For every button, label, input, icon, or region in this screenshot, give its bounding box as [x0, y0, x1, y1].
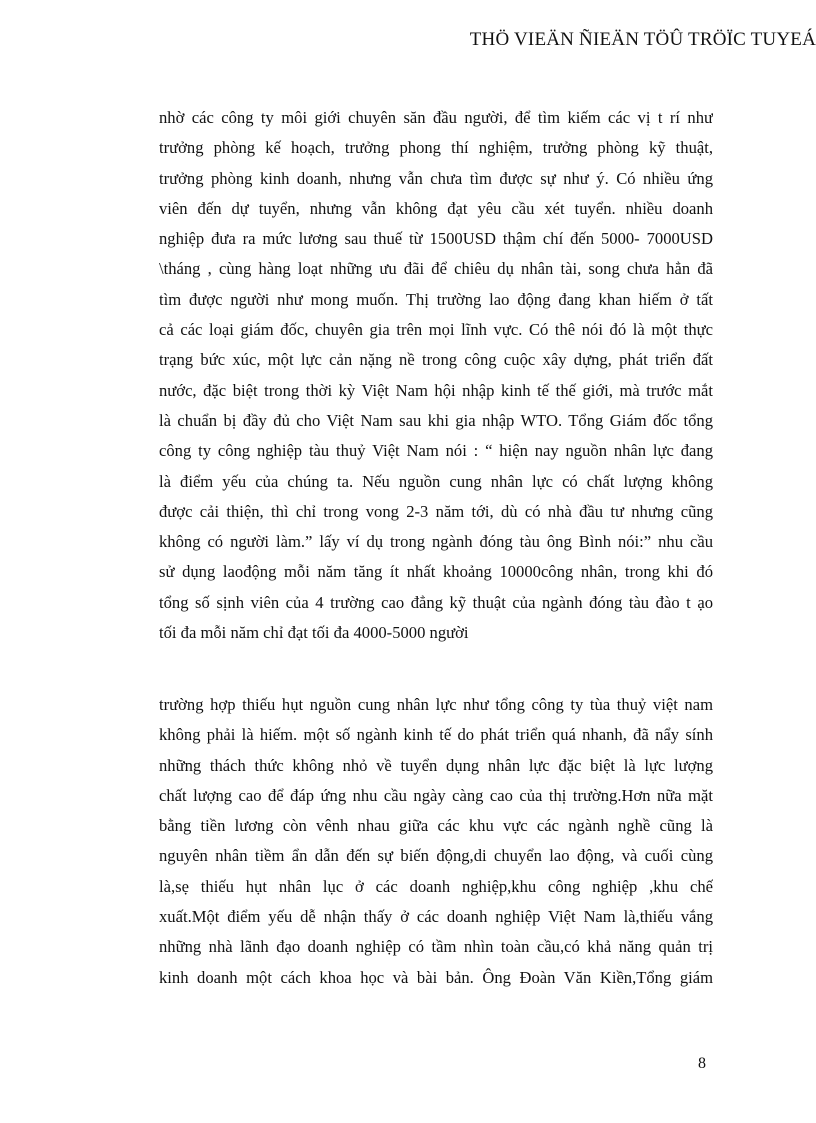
text-line: tối đa mỗi năm chỉ đạt tối đa 4000-5000 người — [159, 623, 469, 643]
text-line: là điểm yếu của chúng ta. Nếu nguồn cung nhân lực có chất lượng không — [159, 471, 713, 491]
text-line: kinh doanh một cách khoa học và bài bản. Ông Đoàn Văn Kiền,Tổng giám — [159, 967, 713, 987]
body-paragraph-2 — [159, 690, 713, 993]
text-line: những thách thức không nhỏ về tuyển dụng nhân lực đặc biệt là lực lượng — [159, 755, 713, 775]
body-paragraph-1 — [159, 103, 713, 648]
text-line: trường hợp thiếu hụt nguồn cung nhân lực như tổng công ty tùa thuỷ việt nam — [159, 695, 713, 714]
text-line: không có người làm.” lấy ví dụ trong ngành đóng tàu ông Bình nói:” nhu cầu — [159, 532, 713, 552]
text-line: nguyên nhân tiềm ẩn dẫn đến sự biến động,di chuyển lao động, và cuối cùng — [159, 846, 713, 866]
text-line: không phải là hiếm. một số ngành kinh tế do phát triển quá nhanh, đã nẩy sính — [159, 725, 713, 745]
running-header: THÖ VIEÄN ÑIEÄN TÖÛ TRÖÏC TUYEÁ — [469, 29, 816, 50]
text-line: những nhà lãnh đạo doanh nghiệp có tầm nhìn toàn cầu,có khả năng quản trị — [159, 937, 713, 957]
text-line: trưởng phòng kinh doanh, nhưng vẫn chưa tìm được sự như ý. Có nhiều ứng — [159, 168, 713, 188]
text-line: là chuẩn bị đầy đủ cho Việt Nam sau khi gia nhập WTO. Tổng Giám đốc tổng — [159, 410, 713, 430]
text-line: nhờ các công ty môi giới chuyên săn đầu người, để tìm kiếm các vị t rí như — [159, 108, 713, 127]
text-line: là,sẹ thiếu hụt nhân lục ở các doanh nghiệp,khu công nghiệp ,khu chế — [159, 876, 713, 896]
text-line: tìm được người như mong muốn. Thị trường lao động đang khan hiếm ở tất — [159, 289, 713, 309]
text-line: chất lượng cao để đáp ứng nhu cầu ngày càng cao của thị trường.Hơn nữa mặt — [159, 785, 713, 805]
page-number: 8 — [698, 1055, 706, 1072]
text-line: nghiệp đưa ra mức lương sau thuế từ 1500USD thậm chí đến 5000- 7000USD — [159, 229, 713, 249]
text-line: xuất.Một điểm yếu dễ nhận thấy ở các doanh nghiệp Việt Nam là,thiếu vắng — [159, 907, 713, 927]
text-line: tổng số sịnh viên của 4 trường cao đẳng kỹ thuật của ngành đóng tàu đào t ạo — [159, 592, 713, 612]
text-line: cả các loại giám đốc, chuyên gia trên mọi lĩnh vực. Có thê nói đó là một thực — [159, 320, 713, 340]
text-line: sử dụng laođộng mỗi năm tăng ít nhất khoảng 10000công nhân, trong khi đó — [159, 562, 713, 582]
text-line: được cải thiện, thì chỉ trong vong 2-3 năm tới, dù có nhà đầu tư nhưng cũng — [159, 501, 713, 521]
text-line: viên đến dự tuyển, nhưng vẫn không đạt yêu cầu xét tuyển. nhiều doanh — [159, 198, 713, 218]
text-line: nước, đặc biệt trong thời kỳ Việt Nam hội nhập kinh tế thế giới, mà trước mắt — [159, 380, 713, 400]
text-line: \tháng , cùng hàng loạt những ưu đãi để chiêu dụ nhân tài, song chưa hẳn đã — [159, 259, 713, 279]
text-line: trưởng phòng kế hoạch, trưởng phong thí nghiệm, trưởng phòng kỹ thuật, — [159, 138, 713, 158]
text-line: trạng bức xúc, một lực cản nặng nề trong công cuộc xây dựng, phát triển đất — [159, 350, 713, 370]
text-line: bằng tiền lương còn vênh nhau giữa các khu vực các ngành nghề cũng là — [159, 816, 713, 836]
text-line: công ty công nghiệp tàu thuỷ Việt Nam nói : “ hiện nay nguồn nhân lực đang — [159, 441, 713, 461]
